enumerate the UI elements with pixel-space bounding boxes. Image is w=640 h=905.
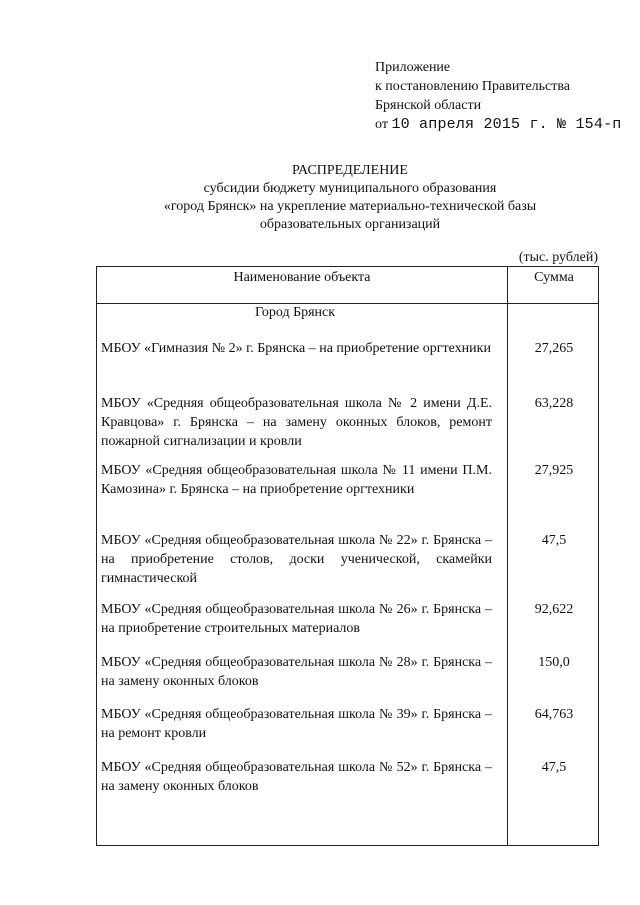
table-row-name: МБОУ «Средняя общеобразовательная школа № 2 имени Д.Е. Кравцова» г. Брянска – на замену оконных блоков, ремонт пожарной сигнализации и кровли	[101, 396, 492, 449]
table-row-name: МБОУ «Средняя общеобразовательная школа № 22» г. Брянска – на приобретение столов, доски ученической, скамейки гимнастической	[101, 533, 492, 586]
table-row-sum: 63,228	[534, 396, 574, 411]
table-row-sum: 47,5	[541, 760, 567, 775]
appendix-date-prefix: от	[375, 117, 388, 132]
appendix-block	[375, 58, 621, 134]
appendix-date-line	[375, 115, 621, 134]
document-subtitle-2: «город Брянск» на укрепление материально-технической базы	[163, 199, 537, 214]
table-row-name: МБОУ «Средняя общеобразовательная школа № 11 имени П.М. Камозина» г. Брянска – на приобретение оргтехники	[101, 463, 492, 497]
table-row-name: МБОУ «Средняя общеобразовательная школа № 28» г. Брянска – на замену оконных блоков	[101, 655, 492, 689]
header-divider	[97, 303, 598, 304]
table-row-sum: 64,763	[534, 707, 574, 722]
table-row-name: МБОУ «Средняя общеобразовательная школа № 39» г. Брянска – на ремонт кровли	[101, 707, 492, 741]
table-row-name: МБОУ «Средняя общеобразовательная школа № 52» г. Брянска – на замену оконных блоков	[101, 760, 492, 794]
table-row-sum: 150,0	[538, 655, 570, 670]
header-sum: Сумма	[534, 270, 574, 285]
appendix-title: Приложение	[375, 60, 451, 75]
appendix-decree-line: к постановлению Правительства	[375, 79, 571, 94]
appendix-date-number: 10 апреля 2015 г. № 154-п	[391, 116, 622, 133]
city-group-label: Город Брянск	[255, 305, 336, 320]
document-subtitle-3: образовательных организаций	[259, 217, 441, 232]
table-row-sum: 47,5	[541, 533, 567, 548]
table-row-name: МБОУ «Гимназия № 2» г. Брянска – на приобретение оргтехники	[101, 341, 491, 356]
table-row-sum: 92,622	[534, 602, 574, 617]
table-row-sum: 27,265	[534, 341, 574, 356]
table-row-sum: 27,925	[534, 463, 574, 478]
header-name: Наименование объекта	[233, 270, 371, 285]
distribution-table	[96, 266, 599, 846]
table-row-name: МБОУ «Средняя общеобразовательная школа № 26» г. Брянска – на приобретение строительных материалов	[101, 602, 492, 636]
units-label: (тыс. рублей)	[518, 250, 598, 265]
document-heading	[120, 162, 580, 234]
document-subtitle-1: субсидии бюджету муниципального образования	[203, 181, 497, 196]
document-title: РАСПРЕДЕЛЕНИЕ	[292, 163, 408, 178]
appendix-region-line: Брянской области	[375, 98, 482, 113]
